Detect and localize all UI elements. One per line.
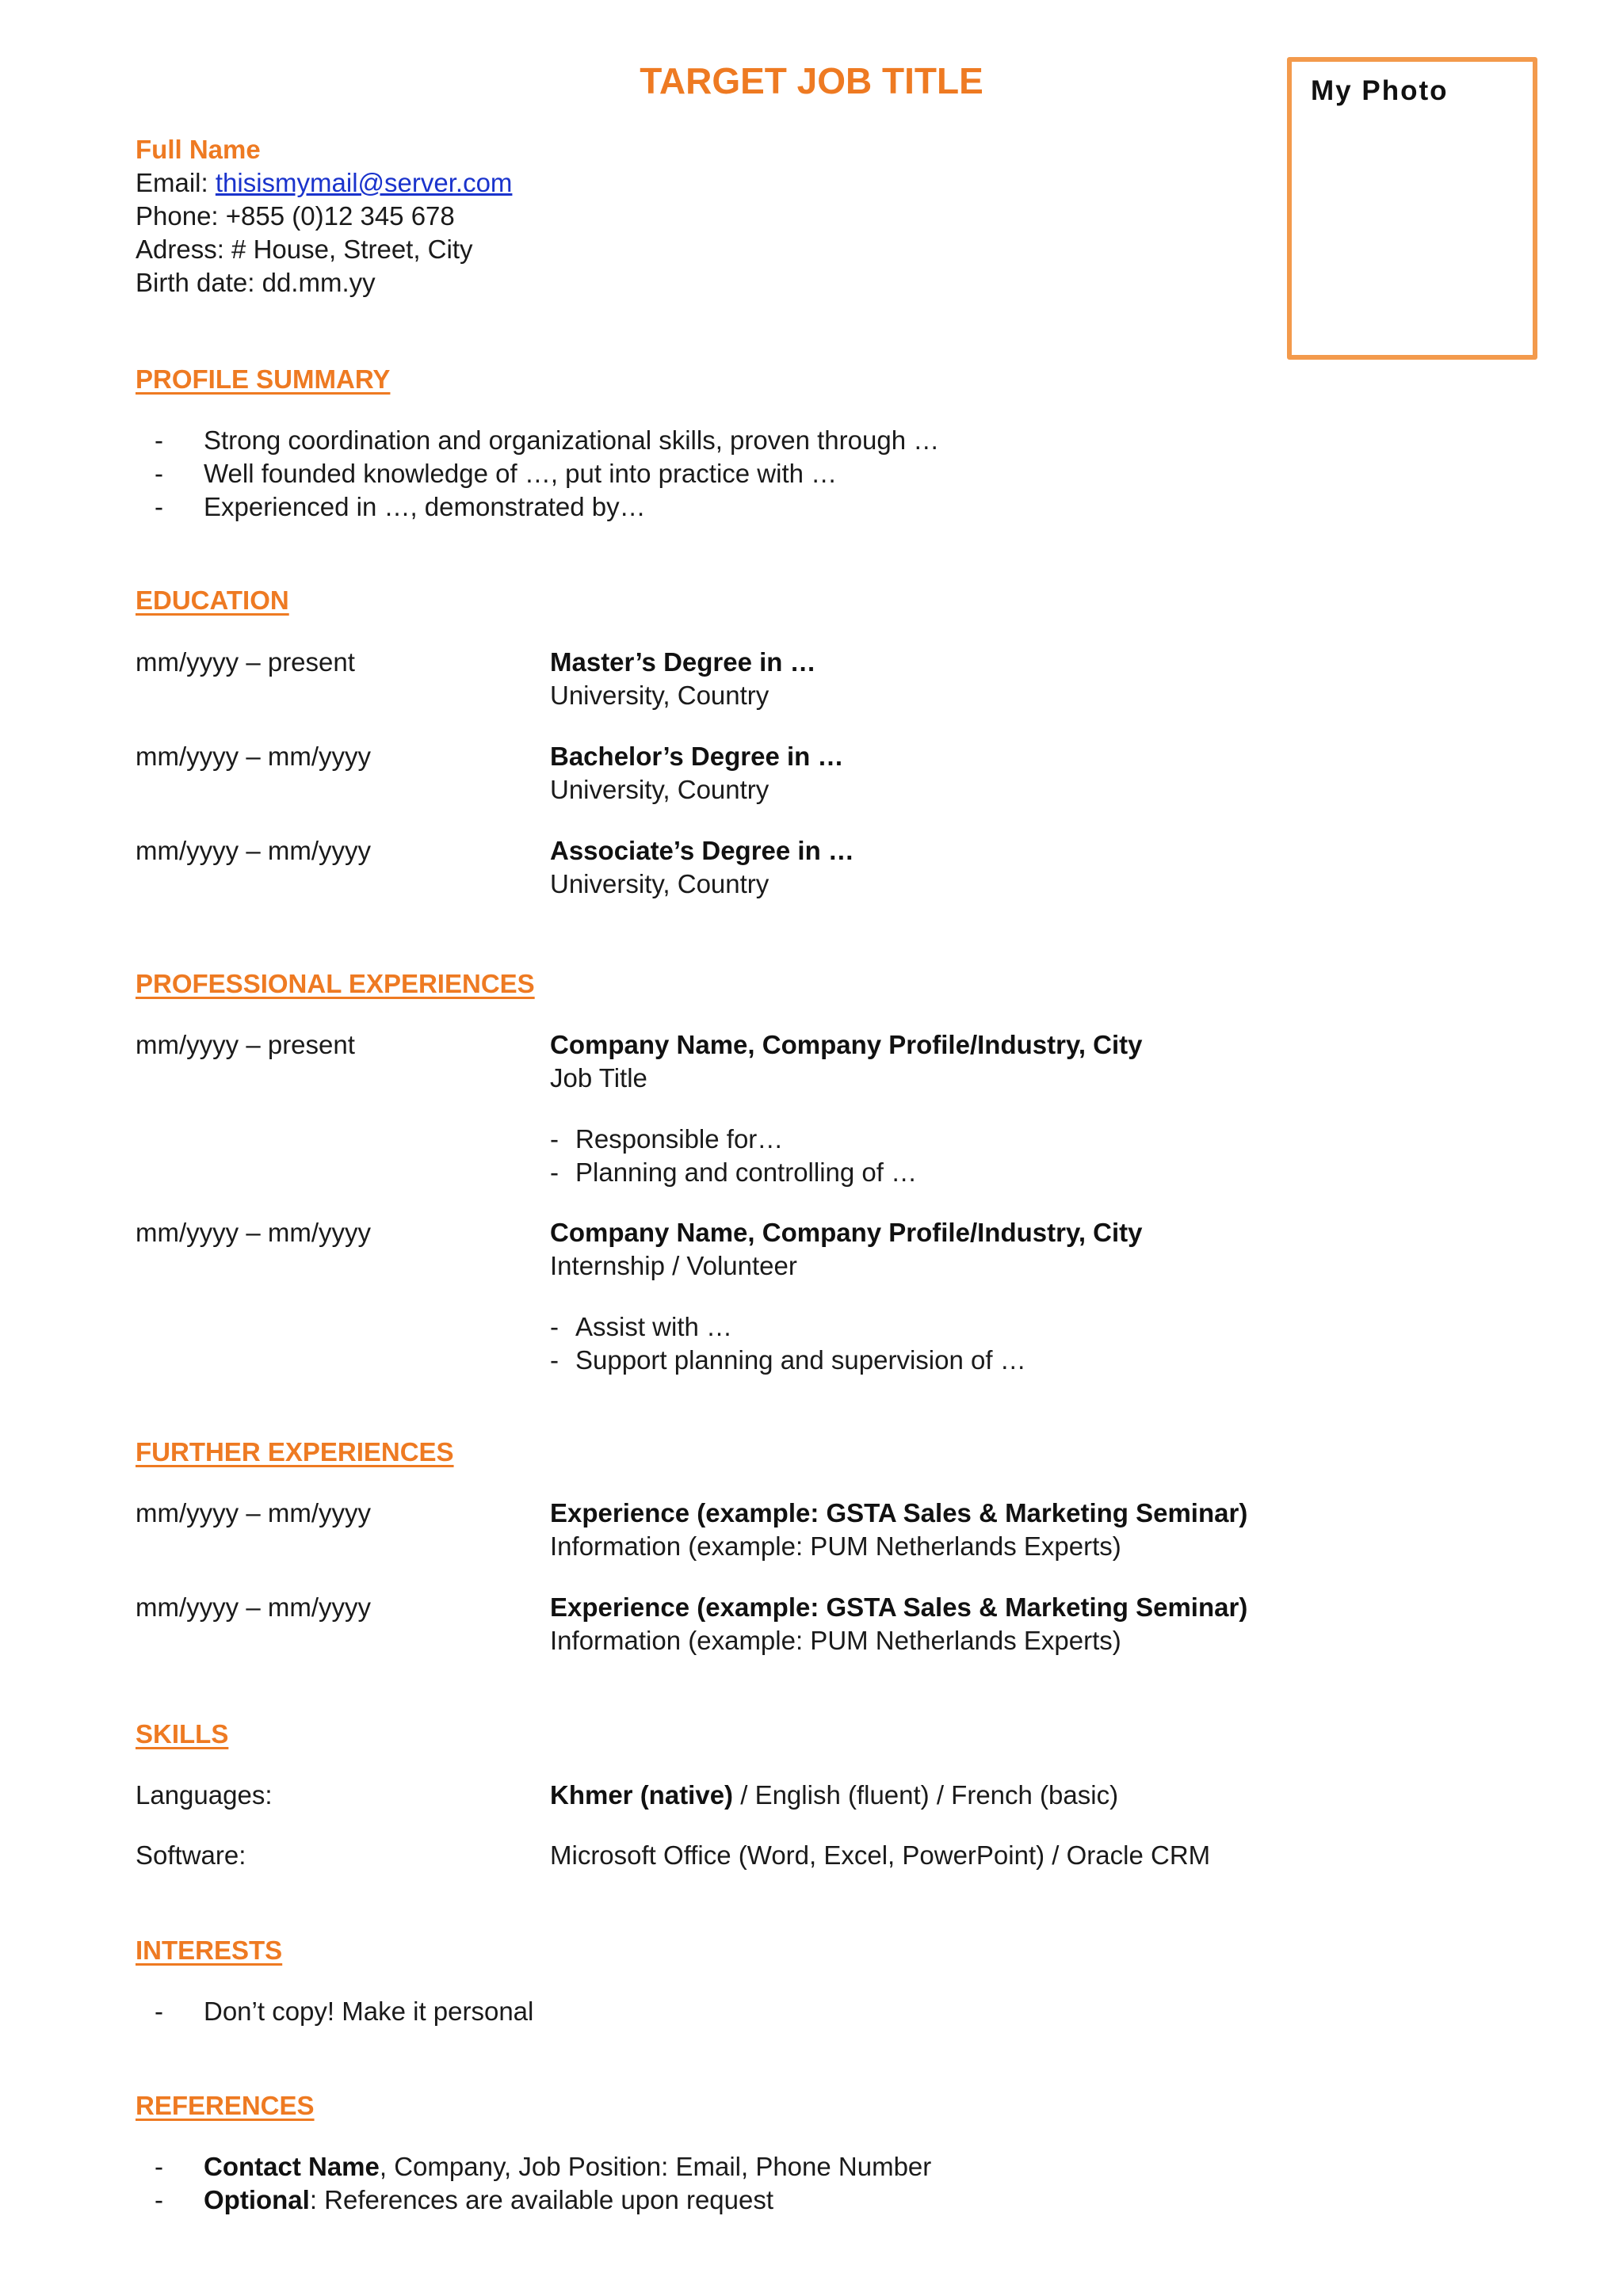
bullet-dash: - <box>155 425 163 455</box>
education-entry <box>550 646 816 712</box>
list-item-text: Experienced in …, demonstrated by… <box>204 492 646 521</box>
job-role: Job Title <box>550 1063 647 1093</box>
list-item-text <box>204 2183 773 2217</box>
page-title: TARGET JOB TITLE <box>640 60 983 101</box>
further-entry <box>550 1497 1247 1563</box>
section-heading-interests: INTERESTS <box>136 1936 283 1965</box>
list-item <box>155 2183 931 2217</box>
list-item <box>550 1310 1026 1344</box>
list-item <box>550 1344 1026 1377</box>
address-line: Adress: # House, Street, City <box>136 235 473 264</box>
list-item-text: Responsible for… <box>575 1124 784 1154</box>
contact-block <box>136 133 512 299</box>
languages-value <box>550 1779 1118 1812</box>
reference-bold: Optional <box>204 2185 310 2214</box>
degree-title: Master’s Degree in … <box>550 647 816 677</box>
list-item <box>155 490 939 524</box>
education-entry <box>550 834 854 901</box>
list-item-text: Strong coordination and organizational skills, proven through … <box>204 425 940 455</box>
list-item <box>155 457 939 490</box>
further-entry <box>550 1591 1247 1657</box>
native-language: Khmer (native) <box>550 1780 734 1810</box>
education-dates: mm/yyyy – mm/yyyy <box>136 836 371 865</box>
bullet-dash: - <box>155 492 163 521</box>
list-item <box>155 2150 931 2183</box>
list-item <box>155 424 939 457</box>
section-heading-references: REFERENCES <box>136 2091 315 2120</box>
experience-title: Experience (example: GSTA Sales & Marketing Seminar) <box>550 1592 1248 1622</box>
further-dates: mm/yyyy – mm/yyyy <box>136 1498 371 1527</box>
photo-placeholder <box>1287 57 1537 360</box>
education-entry <box>550 740 843 807</box>
other-languages: / English (fluent) / French (basic) <box>733 1780 1119 1810</box>
experience-entry <box>550 1216 1143 1283</box>
experience-title: Experience (example: GSTA Sales & Marketing Seminar) <box>550 1498 1248 1527</box>
list-item <box>550 1156 917 1189</box>
reference-rest: , Company, Job Position: Email, Phone Number <box>379 2152 932 2181</box>
bullet-dash: - <box>155 459 163 488</box>
email-label: Email: <box>136 168 216 197</box>
reference-rest: : References are available upon request <box>309 2185 774 2214</box>
school-name: University, Country <box>550 681 769 710</box>
bullet-dash: - <box>155 1997 163 2026</box>
section-heading-education: EDUCATION <box>136 585 289 615</box>
list-item <box>155 1995 533 2028</box>
job-role: Internship / Volunteer <box>550 1251 797 1280</box>
section-heading-professional: PROFESSIONAL EXPERIENCES <box>136 969 535 998</box>
full-name: Full Name <box>136 135 261 164</box>
list-item-text: Assist with … <box>575 1312 733 1341</box>
experience-info: Information (example: PUM Netherlands Experts) <box>550 1626 1121 1655</box>
languages-label: Languages: <box>136 1780 273 1810</box>
experience-entry <box>550 1028 1143 1095</box>
experience-dates: mm/yyyy – present <box>136 1030 355 1059</box>
software-label: Software: <box>136 1840 246 1870</box>
email-line <box>136 166 512 200</box>
references-list <box>155 2150 931 2217</box>
education-dates: mm/yyyy – mm/yyyy <box>136 742 371 771</box>
degree-title: Associate’s Degree in … <box>550 836 854 865</box>
company-name: Company Name, Company Profile/Industry, City <box>550 1218 1143 1247</box>
list-item-text <box>204 2150 931 2183</box>
school-name: University, Country <box>550 775 769 804</box>
section-heading-further: FURTHER EXPERIENCES <box>136 1437 454 1466</box>
list-item <box>550 1123 917 1156</box>
company-name: Company Name, Company Profile/Industry, City <box>550 1030 1143 1059</box>
degree-title: Bachelor’s Degree in … <box>550 742 844 771</box>
bullet-dash: - <box>550 1312 559 1341</box>
software-value: Microsoft Office (Word, Excel, PowerPoint) / Oracle CRM <box>550 1840 1211 1870</box>
task-list <box>550 1123 917 1189</box>
profile-list <box>155 424 939 524</box>
birth-date-line: Birth date: dd.mm.yy <box>136 268 376 297</box>
list-item-text: Support planning and supervision of … <box>575 1345 1026 1375</box>
photo-label: My Photo <box>1311 75 1449 106</box>
list-item-text: Planning and controlling of … <box>575 1158 918 1187</box>
email-link[interactable]: thisismymail@server.com <box>215 168 513 197</box>
list-item-text: Well founded knowledge of …, put into practice with … <box>204 459 838 488</box>
task-list <box>550 1310 1026 1377</box>
section-heading-profile: PROFILE SUMMARY <box>136 364 391 394</box>
bullet-dash: - <box>155 2185 163 2214</box>
experience-dates: mm/yyyy – mm/yyyy <box>136 1218 371 1247</box>
list-item-text: Don’t copy! Make it personal <box>204 1997 534 2026</box>
interests-list <box>155 1995 533 2028</box>
further-dates: mm/yyyy – mm/yyyy <box>136 1592 371 1622</box>
experience-info: Information (example: PUM Netherlands Experts) <box>550 1531 1121 1561</box>
school-name: University, Country <box>550 869 769 898</box>
bullet-dash: - <box>550 1158 559 1187</box>
education-dates: mm/yyyy – present <box>136 647 355 677</box>
phone-line: Phone: +855 (0)12 345 678 <box>136 201 455 231</box>
bullet-dash: - <box>550 1345 559 1375</box>
bullet-dash: - <box>155 2152 163 2181</box>
section-heading-skills: SKILLS <box>136 1719 229 1749</box>
bullet-dash: - <box>550 1124 559 1154</box>
reference-bold: Contact Name <box>204 2152 380 2181</box>
